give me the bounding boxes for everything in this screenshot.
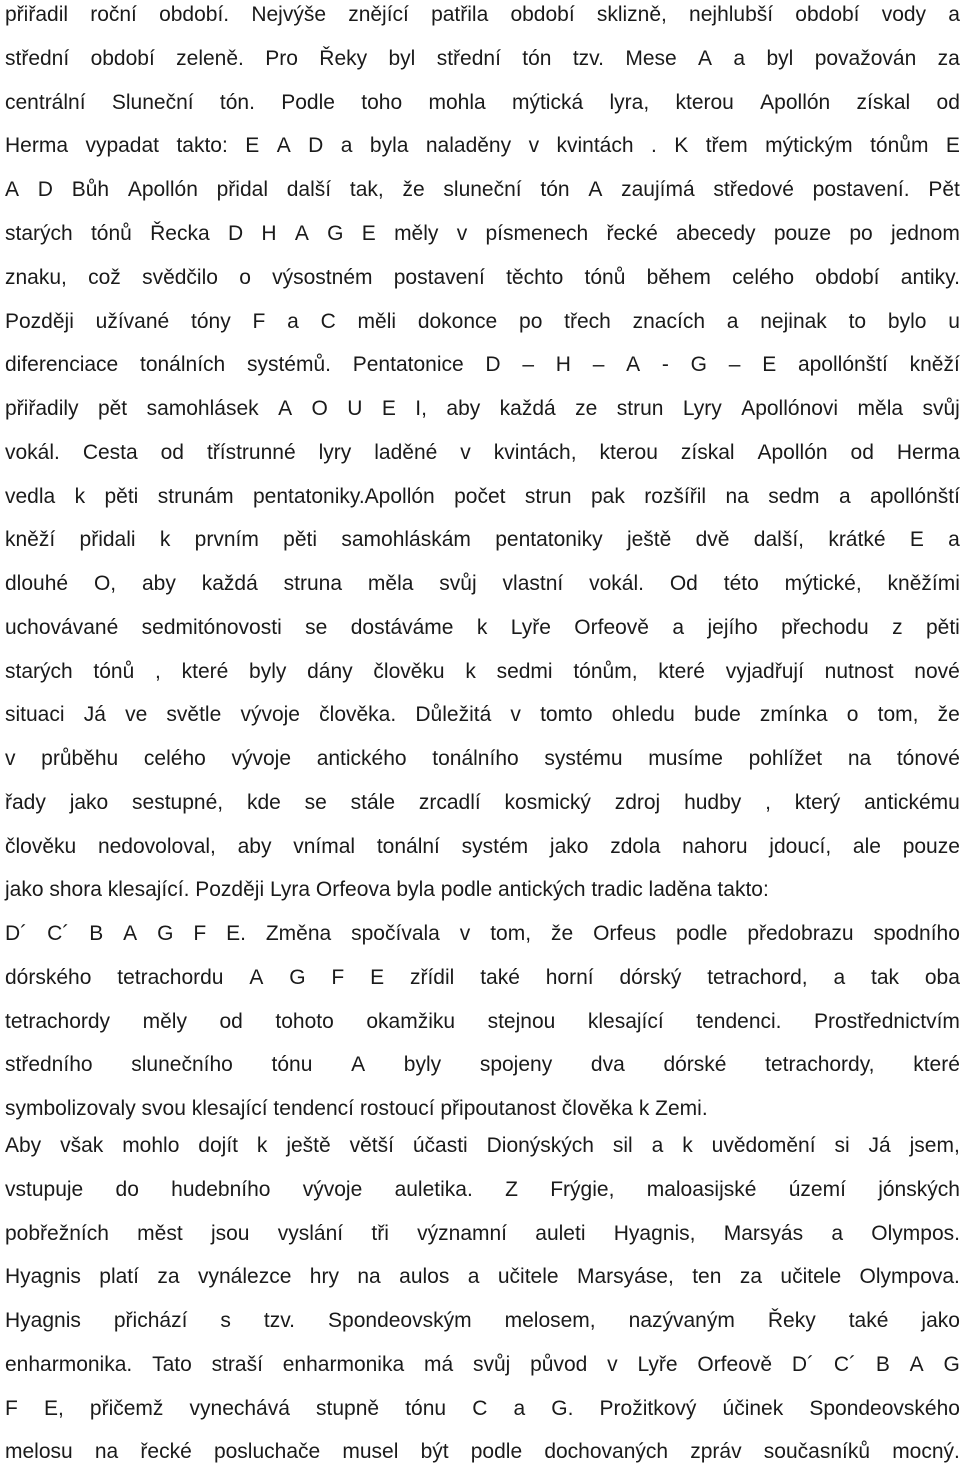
text-line: Aby však mohlo dojít k ještě větší účasti Dionýských sil a k uvědomění si Já jsem, <box>5 1134 960 1157</box>
text-line: centrální Sluneční tón. Podle toho mohla mýtická lyra, kterou Apollón získal od <box>5 91 960 114</box>
text-line: člověku nedovoloval, aby vnímal tonální systém jako zdola nahoru jdoucí, ale pouze <box>5 835 960 858</box>
text-line: enharmonika. Tato straší enharmonika má svůj původ v Lyře Orfeově D´ C´ B A G <box>5 1353 960 1376</box>
text-line: pobřežních měst jsou vyslání tři významní auleti Hyagnis, Marsyás a Olympos. <box>5 1222 960 1245</box>
text-line: starých tónů Řecka D H A G E měly v písmenech řecké abecedy pouze po jednom <box>5 222 960 245</box>
text-line: diferenciace tonálních systémů. Pentatonice D – H – A - G – E apollónští kněží <box>5 353 960 376</box>
text-line: vokál. Cesta od třístrunné lyry laděné v kvintách, kterou získal Apollón od Herma <box>5 441 960 464</box>
text-line: dlouhé O, aby každá struna měla svůj vlastní vokál. Od této mýtické, kněžími <box>5 572 960 595</box>
text-line: A D Bůh Apollón přidal další tak, že sluneční tón A zaujímá středové postavení. Pět <box>5 178 960 201</box>
text-line: střední období zeleně. Pro Řeky byl střední tón tzv. Mese A a byl považován za <box>5 47 960 70</box>
text-line: vstupuje do hudebního vývoje auletika. Z Frýgie, maloasijské území jónských <box>5 1178 960 1201</box>
text-line: středního slunečního tónu A byly spojeny dva dórské tetrachordy, které <box>5 1053 960 1076</box>
text-line: uchovávané sedmitónovosti se dostáváme k Lyře Orfeově a jejího přechodu z pěti <box>5 616 960 639</box>
text-line: D´ C´ B A G F E. Změna spočívala v tom, že Orfeus podle předobrazu spodního <box>5 922 960 945</box>
text-line: starých tónů , které byly dány člověku k sedmi tónům, které vyjadřují nutnost nové <box>5 660 960 683</box>
text-line: znaku, což svědčilo o výsostném postavení těchto tónů během celého období antiky. <box>5 266 960 289</box>
text-line: melosu na řecké posluchače musel být podle dochovaných zpráv současníků mocný. <box>5 1440 960 1463</box>
text-line: tetrachordy měly od tohoto okamžiku stejnou klesající tendenci. Prostřednictvím <box>5 1010 960 1033</box>
text-line: přiřadily pět samohlásek A O U E I, aby každá ze strun Lyry Apollónovi měla svůj <box>5 397 960 420</box>
text-line: Později užívané tóny F a C měli dokonce po třech znacích a nejinak to bylo u <box>5 310 960 333</box>
text-line: dórského tetrachordu A G F E zřídil také horní dórský tetrachord, a tak oba <box>5 966 960 989</box>
text-line: řady jako sestupné, kde se stále zrcadlí kosmický zdroj hudby , který antickému <box>5 791 960 814</box>
text-line: situaci Já ve světle vývoje člověka. Důležitá v tomto ohledu bude zmínka o tom, že <box>5 703 960 726</box>
text-line: Herma vypadat takto: E A D a byla naladěny v kvintách . K třem mýtickým tónům E <box>5 134 960 157</box>
text-line: F E, přičemž vynechává stupně tónu C a G. Prožitkový účinek Spondeovského <box>5 1397 960 1420</box>
text-line: symbolizovaly svou klesající tendencí rostoucí připoutanost člověka k Zemi. <box>5 1097 708 1120</box>
text-line: přiřadil roční období. Nejvýše znějící patřila období sklizně, nejhlubší období vody a <box>5 3 960 26</box>
text-line: kněží přidali k prvním pěti samohláskám pentatoniky ještě dvě další, krátké E a <box>5 528 960 551</box>
text-line: Hyagnis platí za vynálezce hry na aulos a učitele Marsyáse, ten za učitele Olympova. <box>5 1265 960 1288</box>
text-line: v průběhu celého vývoje antického tonálního systému musíme pohlížet na tónové <box>5 747 960 770</box>
text-line: Hyagnis přichází s tzv. Spondeovským melosem, nazývaným Řeky také jako <box>5 1309 960 1332</box>
text-line: vedla k pěti strunám pentatoniky.Apollón počet strun pak rozšířil na sedm a apollónští <box>5 485 960 508</box>
text-line: jako shora klesající. Později Lyra Orfeova byla podle antických tradic laděna takto: <box>5 878 769 901</box>
